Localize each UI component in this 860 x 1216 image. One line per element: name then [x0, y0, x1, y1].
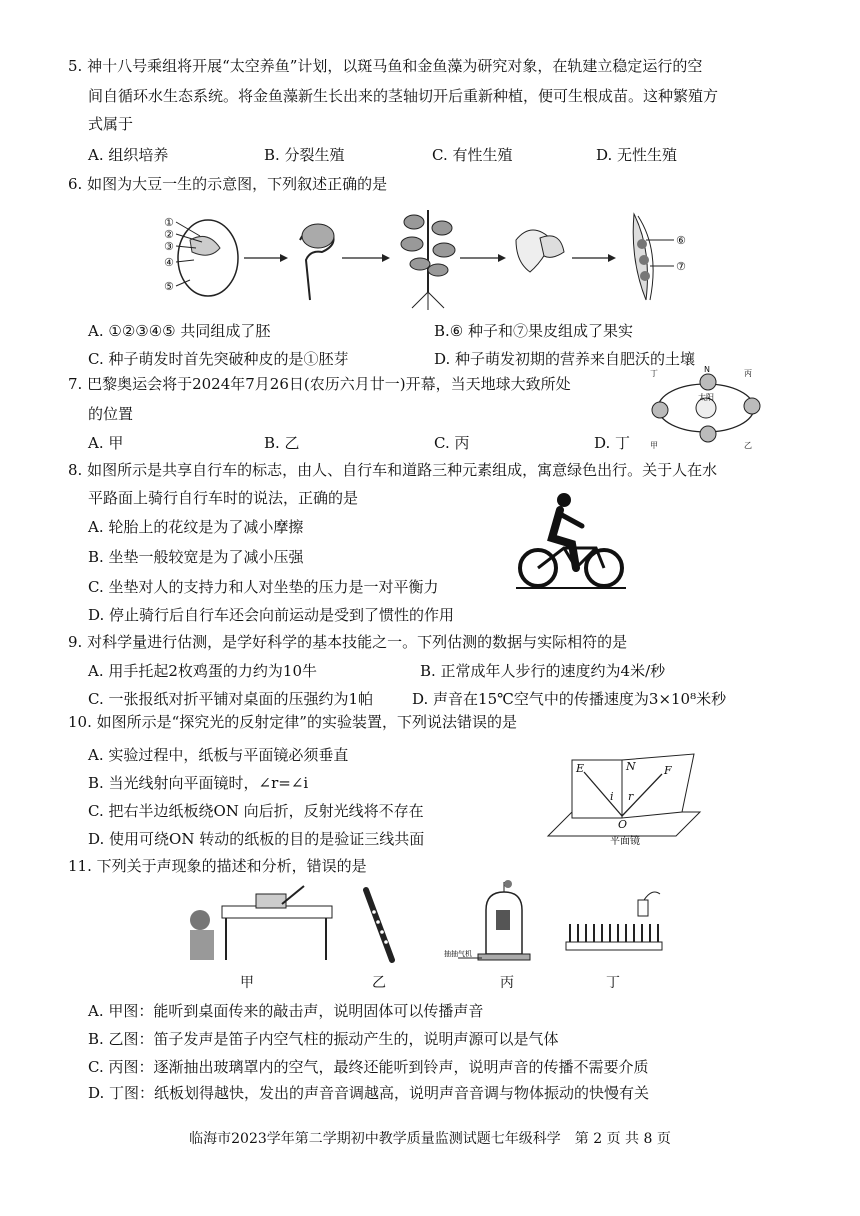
q7-stem-line2: 的位置	[88, 405, 134, 423]
soybean-lifecycle-figure	[160, 200, 720, 312]
orbit-pos-ding: 丁	[650, 369, 658, 378]
caption-jia: 甲	[240, 975, 254, 991]
sound-experiments-figure	[186, 880, 666, 966]
q10-option-b: B. 当光线射向平面镜时，∠r=∠i	[88, 774, 309, 792]
q9-option-c: C. 一张报纸对折平铺对桌面的压强约为1帕	[88, 690, 374, 708]
vacuum-pump-label: 抽抽气机	[444, 950, 472, 958]
page-footer: 临海市2023学年第二学期初中教学质量监测试题七年级科学 第 2 页 共 8 页	[189, 1131, 671, 1147]
reflection-apparatus-figure	[544, 752, 704, 848]
q11-option-b: B. 乙图：笛子发声是笛子内空气柱的振动产生的，说明声源可以是气体	[88, 1030, 559, 1048]
shared-bike-logo	[516, 492, 626, 592]
q7-option-d: D. 丁	[594, 434, 631, 452]
angle-label-r: r	[628, 790, 634, 803]
angle-label-i: i	[610, 790, 614, 803]
q10-option-c: C. 把右半边纸板绕ON 向后折，反射光线将不存在	[88, 802, 424, 820]
q7-option-b: B. 乙	[264, 434, 300, 452]
orbit-pos-jia: 甲	[650, 441, 658, 450]
q11-stem: 11. 下列关于声现象的描述和分析，错误的是	[68, 857, 367, 875]
q8-option-b: B. 坐垫一般较宽是为了减小压强	[88, 548, 304, 566]
q10-stem: 10. 如图所示是“探究光的反射定律”的实验装置，下列说法错误的是	[68, 713, 517, 731]
earth-orbit-figure	[648, 366, 764, 450]
q8-option-c: C. 坐垫对人的支持力和人对坐垫的压力是一对平衡力	[88, 578, 439, 596]
ray-label-f: F	[664, 764, 672, 777]
q9-stem: 9. 对科学量进行估测，是学好科学的基本技能之一。下列估测的数据与实际相符的是	[68, 633, 628, 651]
q10-option-a: A. 实验过程中，纸板与平面镜必须垂直	[88, 746, 349, 764]
q8-stem-line1: 8. 如图所示是共享自行车的标志，由人、自行车和道路三种元素组成，寓意绿色出行。关于人在水	[68, 461, 718, 479]
sun-label: 太阳	[698, 393, 714, 402]
caption-bing: 丙	[500, 975, 514, 991]
caption-yi: 乙	[372, 975, 386, 991]
q6-option-d: D. 种子萌发初期的营养来自肥沃的土壤	[434, 350, 696, 368]
orbit-pos-yi: 乙	[744, 441, 752, 450]
seed-label-3: ③	[164, 240, 174, 253]
q8-stem-line2: 平路面上骑行自行车时的说法，正确的是	[88, 489, 359, 507]
point-label-o: O	[618, 818, 628, 831]
q5-stem-line2: 间自循环水生态系统。将金鱼藻新生长出来的茎轴切开后重新种植，便可生根成苗。这种繁殖方	[88, 87, 719, 105]
seed-label-1: ①	[164, 216, 174, 229]
q5-stem-line1: 5. 神十八号乘组将开展“太空养鱼”计划，以斑马鱼和金鱼藻为研究对象，在轨建立稳定运行的空	[68, 57, 703, 75]
caption-ding: 丁	[606, 975, 620, 991]
ray-label-e: E	[576, 762, 585, 775]
seed-label-2: ②	[164, 228, 174, 241]
q5-option-d: D. 无性生殖	[596, 146, 678, 164]
q7-option-c: C. 丙	[434, 434, 470, 452]
seed-label-4: ④	[164, 256, 174, 269]
q5-option-a: A. 组织培养	[88, 146, 169, 164]
q7-option-a: A. 甲	[88, 434, 124, 452]
orbit-n-label: N	[704, 366, 710, 374]
q10-option-d: D. 使用可绕ON 转动的纸板的目的是验证三线共面	[88, 830, 425, 848]
q11-option-a: A. 甲图：能听到桌面传来的敲击声，说明固体可以传播声音	[88, 1002, 484, 1020]
q8-option-a: A. 轮胎上的花纹是为了减小摩擦	[88, 518, 304, 536]
q6-option-b: B.⑥ 种子和⑦果皮组成了果实	[434, 322, 634, 340]
q11-option-c: C. 丙图：逐渐抽出玻璃罩内的空气，最终还能听到铃声，说明声音的传播不需要介质	[88, 1058, 649, 1076]
orbit-pos-bing: 丙	[744, 369, 752, 378]
mirror-label: 平面镜	[610, 836, 640, 847]
q5-option-c: C. 有性生殖	[432, 146, 513, 164]
normal-label-n: N	[626, 760, 636, 773]
q5-option-b: B. 分裂生殖	[264, 146, 345, 164]
q9-option-b: B. 正常成年人步行的速度约为4米/秒	[420, 662, 666, 680]
q9-option-a: A. 用手托起2枚鸡蛋的力约为10牛	[88, 662, 318, 680]
q8-option-d: D. 停止骑行后自行车还会向前运动是受到了惯性的作用	[88, 606, 455, 624]
q6-option-a: A. ①②③④⑤ 共同组成了胚	[88, 322, 271, 340]
seed-label-5: ⑤	[164, 280, 174, 293]
q6-stem: 6. 如图为大豆一生的示意图，下列叙述正确的是	[68, 175, 388, 193]
pod-label-7: ⑦	[676, 260, 686, 273]
q11-option-d: D. 丁图：纸板划得越快，发出的声音音调越高，说明声音音调与物体振动的快慢有关	[88, 1084, 650, 1102]
q7-stem-line1: 7. 巴黎奥运会将于2024年7月26日(农历六月廿一)开幕，当天地球大致所处	[68, 375, 571, 393]
pod-label-6: ⑥	[676, 234, 686, 247]
q9-option-d: D. 声音在15℃空气中的传播速度为3×10⁸米秒	[412, 690, 727, 708]
q6-option-c: C. 种子萌发时首先突破种皮的是①胚芽	[88, 350, 349, 368]
q5-stem-line3: 式属于	[88, 115, 134, 133]
